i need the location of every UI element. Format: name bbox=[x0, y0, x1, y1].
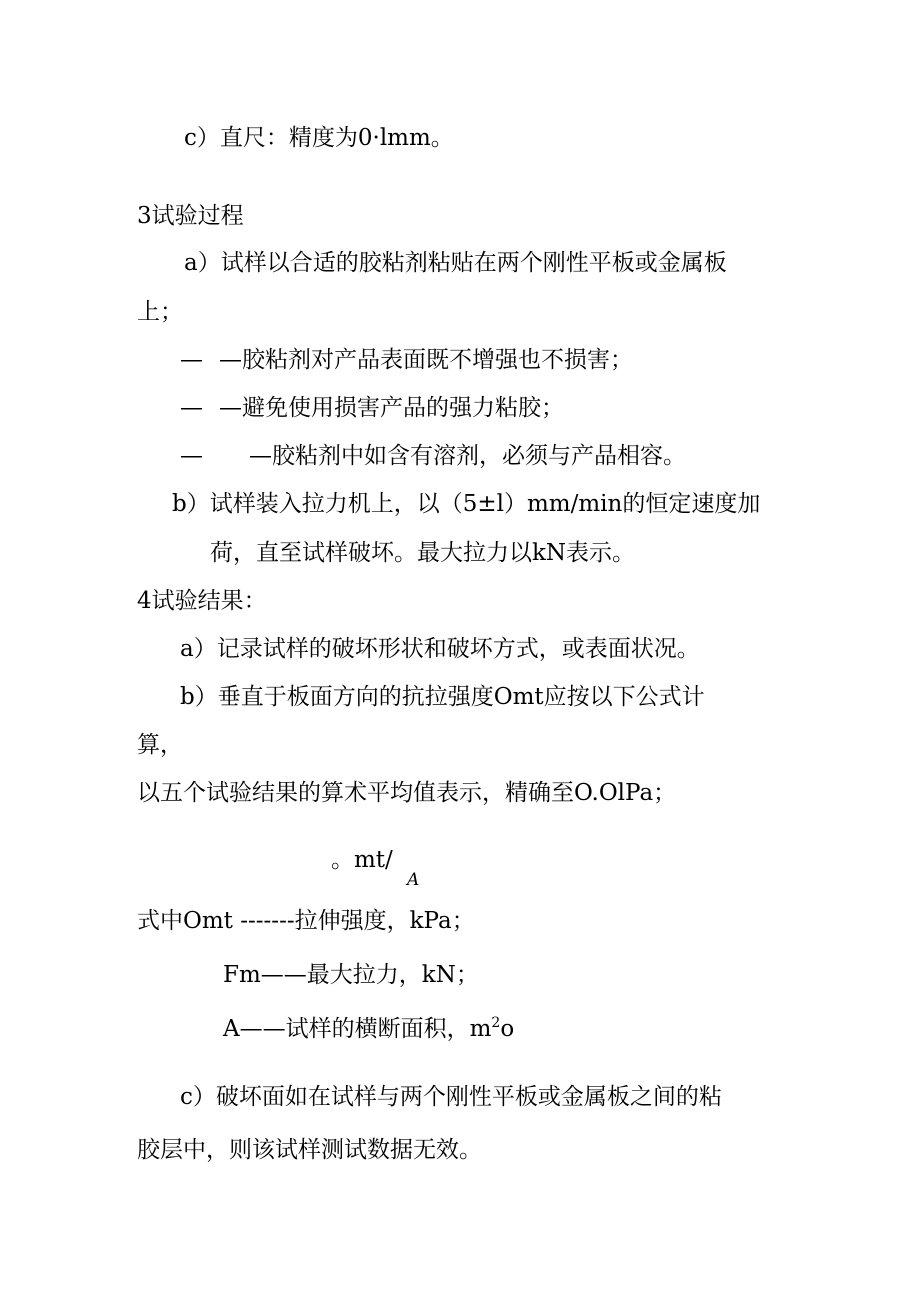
section-4-title: 4试验结果： bbox=[137, 588, 267, 614]
result-b-line1: b）垂直于板面方向的抗拉强度Omt应按以下公式计 bbox=[180, 684, 705, 710]
item-a-line1: a）试样以合适的胶粘剂粘贴在两个刚性平板或金属板 bbox=[184, 250, 727, 276]
item-c-ruler: c）直尺：精度为0·lmm。 bbox=[184, 125, 454, 151]
area-definition bbox=[223, 1014, 514, 1044]
dash-mark: — bbox=[180, 347, 203, 373]
area-definition-text: A——试样的横断面积，m bbox=[223, 1016, 492, 1042]
result-b-line2: 算， bbox=[137, 732, 183, 758]
formula-denominator: A bbox=[407, 870, 420, 890]
where-line: 式中Omt -------拉伸强度，kPa； bbox=[137, 908, 475, 934]
area-definition-suffix: o bbox=[500, 1016, 515, 1042]
dash-mark: — bbox=[180, 443, 203, 469]
item-a-line2: 上； bbox=[137, 299, 183, 325]
result-c-line1: c）破坏面如在试样与两个刚性平板或金属板之间的粘 bbox=[180, 1084, 722, 1110]
bullet-1-text: —胶粘剂对产品表面既不增强也不损害； bbox=[219, 347, 633, 373]
item-b-line1: b）试样装入拉力机上，以（5±l）mm/min的恒定速度加 bbox=[172, 491, 761, 517]
result-a: a）记录试样的破坏形状和破坏方式，或表面状况。 bbox=[180, 636, 700, 662]
bullet-1 bbox=[180, 345, 633, 375]
bullet-2 bbox=[180, 393, 564, 423]
bullet-3-text: —胶粘剂中如含有溶剂，必须与产品相容。 bbox=[249, 443, 686, 469]
result-c-line2: 胶层中，则该试样测试数据无效。 bbox=[137, 1137, 482, 1163]
section-3-title: 3试验过程 bbox=[137, 203, 244, 229]
item-b-line2: 荷，直至试样破坏。最大拉力以kN表示。 bbox=[210, 540, 636, 566]
bullet-3 bbox=[180, 441, 686, 471]
result-b-line3: 以五个试验结果的算术平均值表示，精确至O.OlPa； bbox=[137, 780, 677, 806]
fm-definition: Fm——最大拉力，kN； bbox=[223, 962, 479, 988]
area-unit-exponent: 2 bbox=[491, 1015, 501, 1031]
bullet-2-text: —避免使用损害产品的强力粘胶； bbox=[219, 395, 564, 421]
dash-mark: — bbox=[180, 395, 203, 421]
formula: 。mt/ bbox=[331, 847, 393, 873]
